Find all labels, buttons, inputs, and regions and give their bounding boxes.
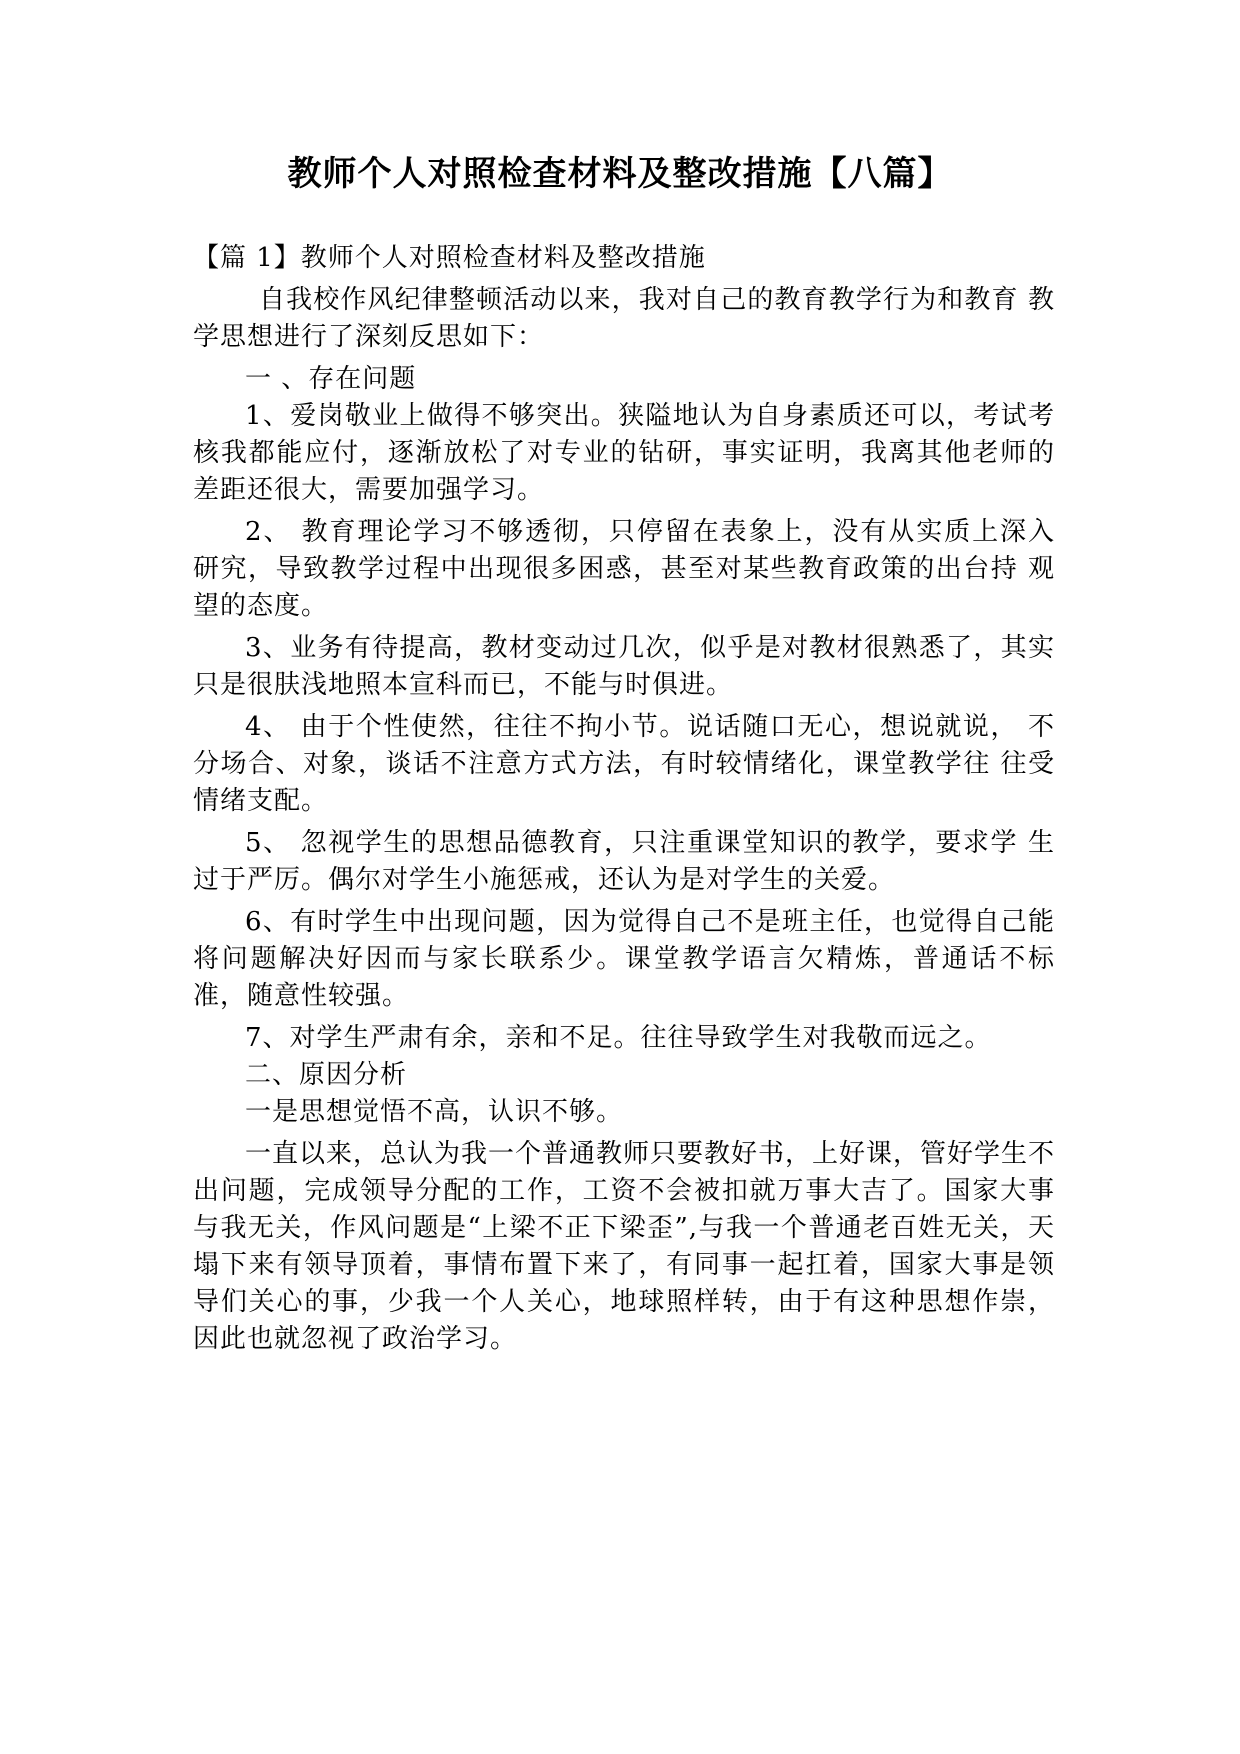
problem-3-paragraph: 3、业务有待提高，教材变动过几次，似乎是对教材很熟悉了，其实只是很肤浅地照本宣科而已，不能与时俱进。 <box>193 633 1055 700</box>
problem-7-paragraph: 7、对学生严肃有余，亲和不足。往往导致学生对我敬而远之。 <box>245 1023 992 1053</box>
problem-5-paragraph: 5、 忽视学生的思想品德教育，只注重课堂知识的教学，要求学 生过于严厉。偶尔对学生小施惩戒，还认为是对学生的关爱。 <box>193 828 1055 895</box>
problem-4-paragraph: 4、 由于个性使然，往往不拘小节。说话随口无心，想说就说， 不分场合、对象，谈话不注意方式方法，有时较情绪化，课堂教学往 往受情绪支配。 <box>193 712 1055 816</box>
document-title: 教师个人对照检查材料及整改措施【八篇】 <box>287 154 953 194</box>
heading-cause-analysis: 二、原因分析 <box>245 1060 408 1090</box>
document-body <box>193 240 1055 1363</box>
cause-1-paragraph: 一直以来，总认为我一个普通教师只要教好书，上好课，管好学生不出问题，完成领导分配的工作，工资不会被扣就万事大吉了。国家大事与我无关，作风问题是“上梁不正下梁歪”,与我一个普通老百姓无关，天塌下来有领导顶着，事情布置下来了，有同事一起扛着，国家大事是领导们关心的事，少我一个人关心，地球照样转，由于有这种思想作崇，因此也就忽视了政治学习。 <box>193 1139 1056 1354</box>
problem-2-paragraph: 2、 教育理论学习不够透彻，只停留在表象上，没有从实质上深入 研究，导致教学过程中出现很多困惑，甚至对某些教育政策的出台持 观望的态度。 <box>193 517 1055 621</box>
cause-1-heading: 一是思想觉悟不高，认识不够。 <box>245 1097 624 1127</box>
intro-paragraph: 自我校作风纪律整顿活动以来，我对自己的教育教学行为和教育 教学思想进行了深刻反思如下： <box>193 285 1055 352</box>
section-heading: 【篇 1】教师个人对照检查材料及整改措施 <box>193 243 706 273</box>
problem-6-paragraph: 6、有时学生中出现问题，因为觉得自己不是班主任，也觉得自己能将问题解决好因而与家长联系少。课堂教学语言欠精炼，普通话不标准，随意性较强。 <box>193 907 1055 1011</box>
problem-1-paragraph: 1、爱岗敬业上做得不够突出。狭隘地认为自身素质还可以，考试考核我都能应付，逐渐放松了对专业的钻研，事实证明，我离其他老师的差距还很大，需要加强学习。 <box>193 401 1055 505</box>
heading-existing-problems: 一 、存在问题 <box>245 364 417 394</box>
